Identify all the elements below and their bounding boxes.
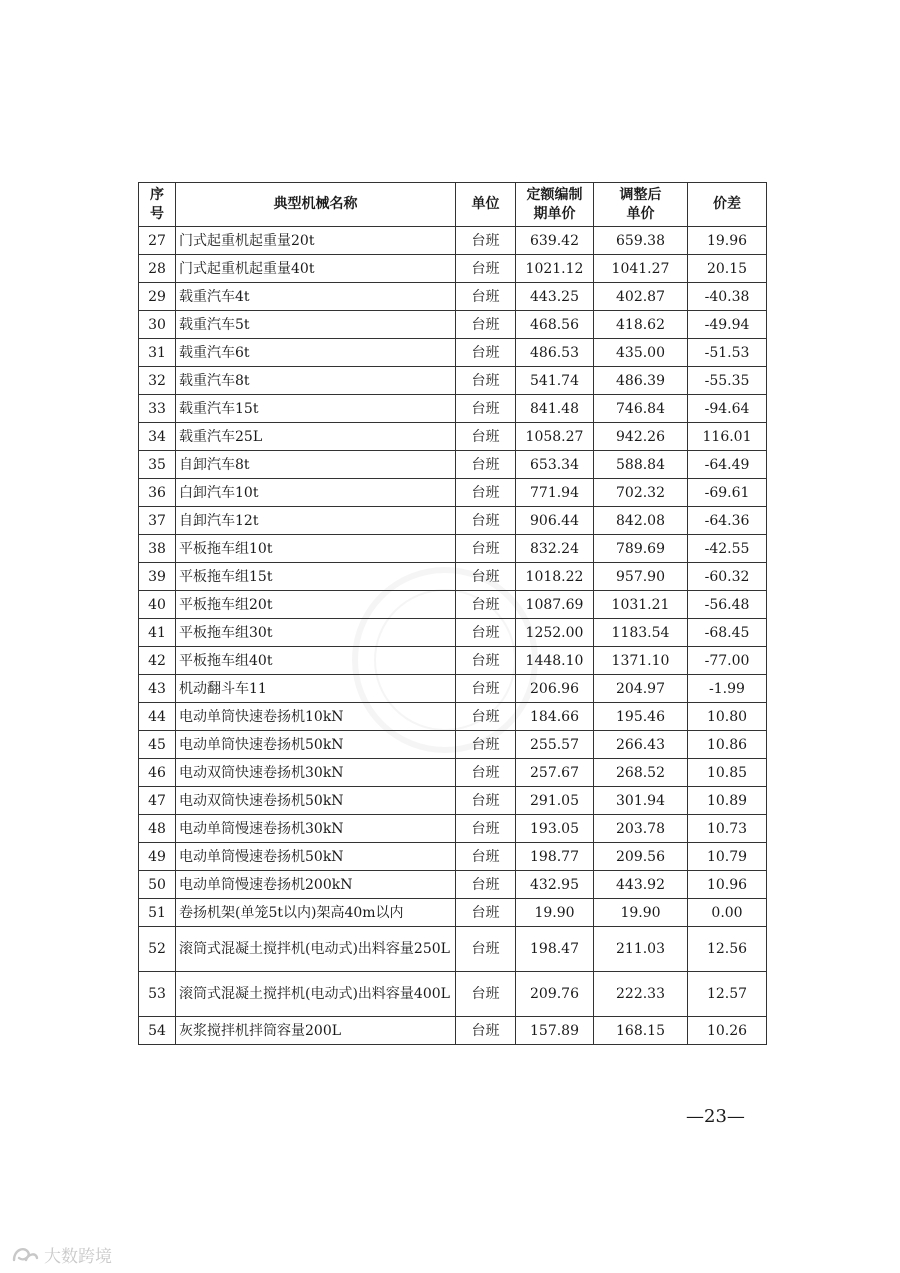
cell-adjusted-price: 435.00 (594, 339, 688, 367)
cell-base-price: 1018.22 (516, 563, 594, 591)
cell-base-price: 206.96 (516, 675, 594, 703)
table-row (139, 815, 767, 843)
cell-adjusted-price: 659.38 (594, 227, 688, 255)
cell-diff: -77.00 (688, 647, 767, 675)
table-row (139, 619, 767, 647)
cell-adjusted-price: 168.15 (594, 1017, 688, 1045)
table-row (139, 311, 767, 339)
cell-name: 电动双筒快速卷扬机50kN (176, 787, 456, 815)
table-row (139, 899, 767, 927)
cell-base-price: 486.53 (516, 339, 594, 367)
cell-name: 电动双筒快速卷扬机30kN (176, 759, 456, 787)
cell-unit: 台班 (456, 535, 516, 563)
table-row (139, 339, 767, 367)
table-body (139, 227, 767, 1045)
cell-name: 载重汽车5t (176, 311, 456, 339)
table-row (139, 731, 767, 759)
cell-base-price: 541.74 (516, 367, 594, 395)
cell-base-price: 209.76 (516, 972, 594, 1017)
watermark (10, 1242, 112, 1267)
cell-unit: 台班 (456, 703, 516, 731)
cell-name: 平板拖车组15t (176, 563, 456, 591)
table-row (139, 1017, 767, 1045)
cell-adjusted-price: 588.84 (594, 451, 688, 479)
cell-no: 43 (139, 675, 176, 703)
cell-adjusted-price: 266.43 (594, 731, 688, 759)
cell-no: 44 (139, 703, 176, 731)
cell-unit: 台班 (456, 972, 516, 1017)
cell-name: 电动单筒慢速卷扬机50kN (176, 843, 456, 871)
cell-name: 平板拖车组10t (176, 535, 456, 563)
cell-no: 51 (139, 899, 176, 927)
cell-name: 白卸汽车10t (176, 479, 456, 507)
cell-adjusted-price: 19.90 (594, 899, 688, 927)
cell-unit: 台班 (456, 367, 516, 395)
cell-name: 电动单筒快速卷扬机50kN (176, 731, 456, 759)
table-row (139, 972, 767, 1017)
cell-no: 40 (139, 591, 176, 619)
cell-base-price: 291.05 (516, 787, 594, 815)
header-adjusted-price: 调整后 单价 (594, 183, 688, 227)
cell-name: 自卸汽车8t (176, 451, 456, 479)
cell-no: 45 (139, 731, 176, 759)
table-row (139, 227, 767, 255)
cell-base-price: 198.77 (516, 843, 594, 871)
table-row (139, 423, 767, 451)
cell-adjusted-price: 957.90 (594, 563, 688, 591)
cell-no: 34 (139, 423, 176, 451)
cell-diff: -69.61 (688, 479, 767, 507)
cell-no: 28 (139, 255, 176, 283)
cell-base-price: 193.05 (516, 815, 594, 843)
cell-no: 46 (139, 759, 176, 787)
cell-no: 27 (139, 227, 176, 255)
cell-base-price: 639.42 (516, 227, 594, 255)
cell-unit: 台班 (456, 815, 516, 843)
cell-name: 滚筒式混凝土搅拌机(电动式)出料容量400L (176, 972, 456, 1017)
header-name: 典型机械名称 (176, 183, 456, 227)
cell-no: 42 (139, 647, 176, 675)
cell-diff: 0.00 (688, 899, 767, 927)
brand-logo-icon (10, 1244, 40, 1266)
cell-diff: 20.15 (688, 255, 767, 283)
table-row (139, 367, 767, 395)
cell-base-price: 198.47 (516, 927, 594, 972)
cell-diff: -64.36 (688, 507, 767, 535)
cell-adjusted-price: 402.87 (594, 283, 688, 311)
cell-diff: -49.94 (688, 311, 767, 339)
table-row (139, 647, 767, 675)
cell-no: 29 (139, 283, 176, 311)
cell-adjusted-price: 486.39 (594, 367, 688, 395)
table-row (139, 395, 767, 423)
cell-no: 53 (139, 972, 176, 1017)
cell-diff: -55.35 (688, 367, 767, 395)
cell-base-price: 771.94 (516, 479, 594, 507)
cell-adjusted-price: 222.33 (594, 972, 688, 1017)
cell-unit: 台班 (456, 339, 516, 367)
cell-adjusted-price: 702.32 (594, 479, 688, 507)
header-diff: 价差 (688, 183, 767, 227)
table-row (139, 787, 767, 815)
cell-diff: 116.01 (688, 423, 767, 451)
cell-diff: 10.80 (688, 703, 767, 731)
cell-base-price: 653.34 (516, 451, 594, 479)
cell-name: 载重汽车25L (176, 423, 456, 451)
cell-base-price: 19.90 (516, 899, 594, 927)
cell-no: 48 (139, 815, 176, 843)
cell-no: 50 (139, 871, 176, 899)
cell-diff: 12.57 (688, 972, 767, 1017)
cell-no: 36 (139, 479, 176, 507)
cell-name: 灰浆搅拌机拌筒容量200L (176, 1017, 456, 1045)
cell-unit: 台班 (456, 871, 516, 899)
cell-base-price: 157.89 (516, 1017, 594, 1045)
cell-diff: -42.55 (688, 535, 767, 563)
table-row (139, 759, 767, 787)
cell-no: 52 (139, 927, 176, 972)
page-number: —23— (686, 1106, 745, 1127)
table-row (139, 675, 767, 703)
cell-unit: 台班 (456, 927, 516, 972)
cell-name: 载重汽车6t (176, 339, 456, 367)
cell-no: 39 (139, 563, 176, 591)
cell-base-price: 432.95 (516, 871, 594, 899)
cell-unit: 台班 (456, 675, 516, 703)
cell-base-price: 1448.10 (516, 647, 594, 675)
table-row (139, 871, 767, 899)
table-row (139, 927, 767, 972)
machinery-price-table (138, 182, 767, 1045)
cell-base-price: 255.57 (516, 731, 594, 759)
cell-adjusted-price: 1041.27 (594, 255, 688, 283)
watermark-text: 大数跨境 (44, 1247, 112, 1267)
cell-unit: 台班 (456, 1017, 516, 1045)
cell-no: 41 (139, 619, 176, 647)
cell-unit: 台班 (456, 423, 516, 451)
table-header-row (139, 183, 767, 227)
table-row (139, 563, 767, 591)
header-no: 序 号 (139, 183, 176, 227)
cell-diff: -68.45 (688, 619, 767, 647)
cell-adjusted-price: 1031.21 (594, 591, 688, 619)
cell-adjusted-price: 268.52 (594, 759, 688, 787)
cell-unit: 台班 (456, 479, 516, 507)
cell-base-price: 184.66 (516, 703, 594, 731)
cell-unit: 台班 (456, 899, 516, 927)
table-row (139, 479, 767, 507)
cell-unit: 台班 (456, 451, 516, 479)
table-row (139, 451, 767, 479)
cell-no: 33 (139, 395, 176, 423)
cell-name: 载重汽车8t (176, 367, 456, 395)
cell-name: 载重汽车4t (176, 283, 456, 311)
cell-no: 47 (139, 787, 176, 815)
table-row (139, 507, 767, 535)
cell-name: 平板拖车组40t (176, 647, 456, 675)
cell-diff: 10.96 (688, 871, 767, 899)
cell-base-price: 443.25 (516, 283, 594, 311)
cell-adjusted-price: 211.03 (594, 927, 688, 972)
cell-base-price: 468.56 (516, 311, 594, 339)
cell-base-price: 832.24 (516, 535, 594, 563)
cell-name: 平板拖车组30t (176, 619, 456, 647)
cell-diff: -56.48 (688, 591, 767, 619)
cell-adjusted-price: 746.84 (594, 395, 688, 423)
cell-diff: -64.49 (688, 451, 767, 479)
cell-adjusted-price: 204.97 (594, 675, 688, 703)
cell-base-price: 1252.00 (516, 619, 594, 647)
cell-unit: 台班 (456, 507, 516, 535)
cell-adjusted-price: 195.46 (594, 703, 688, 731)
cell-base-price: 1058.27 (516, 423, 594, 451)
cell-name: 门式起重机起重量20t (176, 227, 456, 255)
cell-unit: 台班 (456, 843, 516, 871)
cell-adjusted-price: 942.26 (594, 423, 688, 451)
cell-name: 电动单筒快速卷扬机10kN (176, 703, 456, 731)
cell-name: 自卸汽车12t (176, 507, 456, 535)
cell-unit: 台班 (456, 591, 516, 619)
cell-name: 电动单筒慢速卷扬机200kN (176, 871, 456, 899)
cell-diff: -94.64 (688, 395, 767, 423)
cell-unit: 台班 (456, 647, 516, 675)
cell-name: 平板拖车组20t (176, 591, 456, 619)
cell-name: 滚筒式混凝土搅拌机(电动式)出料容量250L (176, 927, 456, 972)
table-row (139, 703, 767, 731)
header-base-price: 定额编制 期单价 (516, 183, 594, 227)
cell-unit: 台班 (456, 563, 516, 591)
cell-diff: 12.56 (688, 927, 767, 972)
cell-diff: 10.79 (688, 843, 767, 871)
cell-base-price: 1087.69 (516, 591, 594, 619)
table-row (139, 843, 767, 871)
cell-no: 32 (139, 367, 176, 395)
cell-diff: 10.26 (688, 1017, 767, 1045)
cell-unit: 台班 (456, 227, 516, 255)
cell-no: 31 (139, 339, 176, 367)
cell-name: 卷扬机架(单笼5t以内)架高40m以内 (176, 899, 456, 927)
cell-base-price: 1021.12 (516, 255, 594, 283)
cell-unit: 台班 (456, 759, 516, 787)
cell-no: 35 (139, 451, 176, 479)
cell-adjusted-price: 209.56 (594, 843, 688, 871)
cell-no: 30 (139, 311, 176, 339)
cell-name: 电动单筒慢速卷扬机30kN (176, 815, 456, 843)
cell-adjusted-price: 789.69 (594, 535, 688, 563)
cell-diff: 19.96 (688, 227, 767, 255)
cell-diff: -60.32 (688, 563, 767, 591)
cell-adjusted-price: 301.94 (594, 787, 688, 815)
cell-diff: 10.73 (688, 815, 767, 843)
cell-adjusted-price: 443.92 (594, 871, 688, 899)
header-unit: 单位 (456, 183, 516, 227)
cell-name: 机动翻斗车11 (176, 675, 456, 703)
cell-no: 54 (139, 1017, 176, 1045)
cell-adjusted-price: 1371.10 (594, 647, 688, 675)
cell-adjusted-price: 203.78 (594, 815, 688, 843)
cell-unit: 台班 (456, 255, 516, 283)
table-row (139, 283, 767, 311)
cell-unit: 台班 (456, 787, 516, 815)
cell-no: 49 (139, 843, 176, 871)
cell-adjusted-price: 418.62 (594, 311, 688, 339)
cell-unit: 台班 (456, 283, 516, 311)
cell-base-price: 906.44 (516, 507, 594, 535)
cell-diff: -40.38 (688, 283, 767, 311)
cell-unit: 台班 (456, 395, 516, 423)
cell-diff: -1.99 (688, 675, 767, 703)
cell-diff: 10.89 (688, 787, 767, 815)
cell-base-price: 841.48 (516, 395, 594, 423)
cell-unit: 台班 (456, 311, 516, 339)
cell-name: 门式起重机起重量40t (176, 255, 456, 283)
cell-no: 38 (139, 535, 176, 563)
cell-unit: 台班 (456, 619, 516, 647)
cell-base-price: 257.67 (516, 759, 594, 787)
cell-diff: 10.86 (688, 731, 767, 759)
cell-adjusted-price: 1183.54 (594, 619, 688, 647)
table-row (139, 535, 767, 563)
cell-no: 37 (139, 507, 176, 535)
cell-unit: 台班 (456, 731, 516, 759)
table-row (139, 591, 767, 619)
cell-name: 载重汽车15t (176, 395, 456, 423)
cell-diff: 10.85 (688, 759, 767, 787)
table-row (139, 255, 767, 283)
cell-adjusted-price: 842.08 (594, 507, 688, 535)
cell-diff: -51.53 (688, 339, 767, 367)
